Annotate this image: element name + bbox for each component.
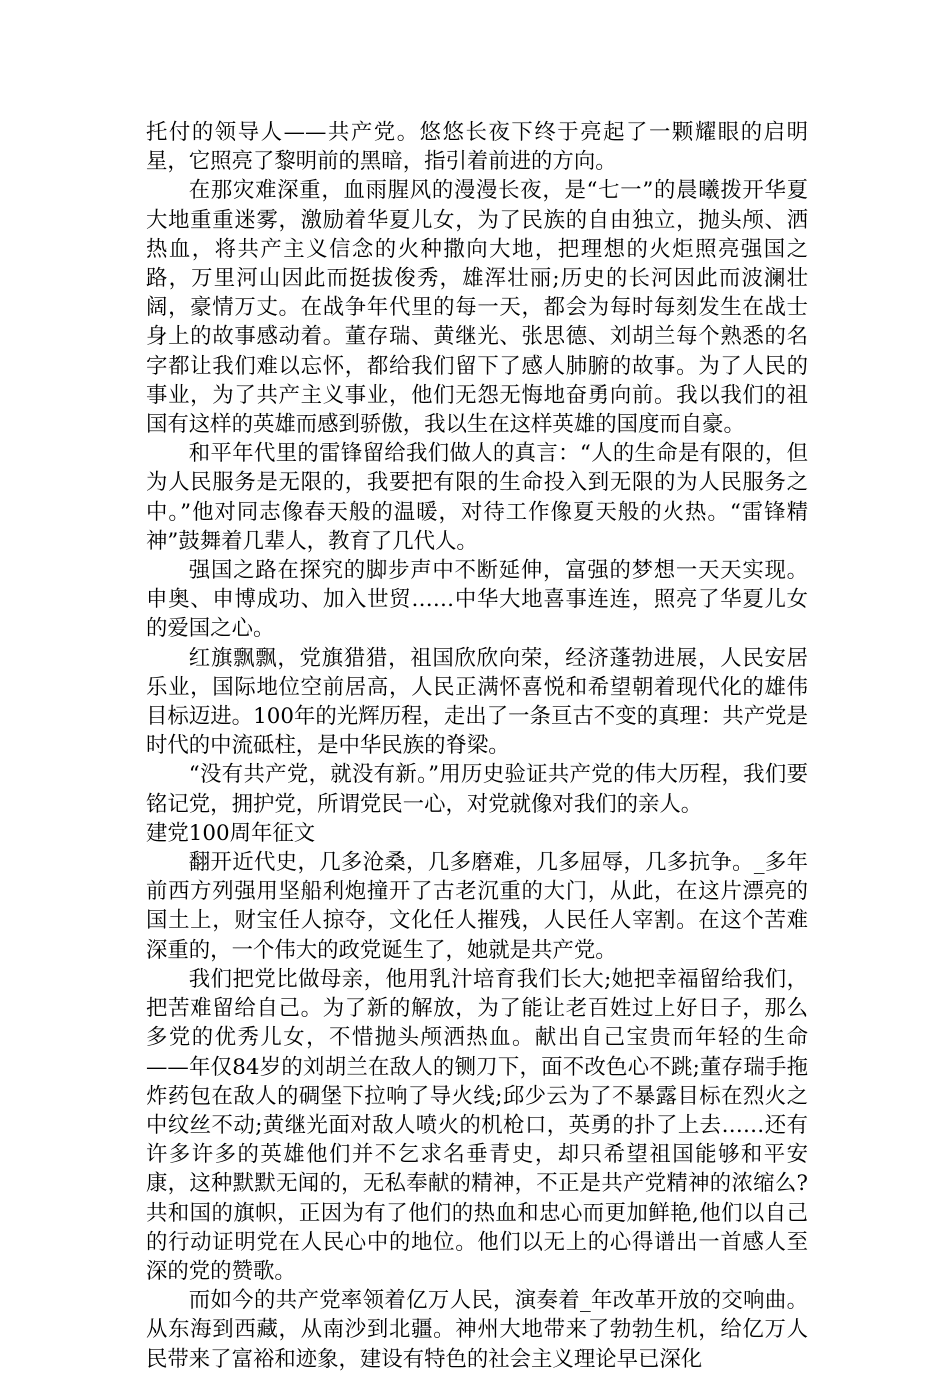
paragraph: “没有共产党，就没有新。”用历史验证共产党的伟大历程，我们要铭记党，拥护党，所谓党民一心，对党就像对我们的亲人。 bbox=[146, 762, 808, 817]
paragraph: 托付的领导人——共产党。悠悠长夜下终于亮起了一颗耀眼的启明星，它照亮了黎明前的黑暗，指引着前进的方向。 bbox=[146, 120, 808, 175]
paragraph: 和平年代里的雷锋留给我们做人的真言：“人的生命是有限的，但为人民服务是无限的，我要把有限的生命投入到无限的为人民服务之中。”他对同志像春天般的温暖，对待工作像夏天般的火热。“雷锋精神”鼓舞着几辈人，教育了几代人。 bbox=[146, 441, 808, 554]
section-heading: 建党100周年征文 bbox=[146, 820, 316, 846]
paragraph: 强国之路在探究的脚步声中不断延伸，富强的梦想一天天实现。申奥、申博成功、加入世贸……中华大地喜事连连，照亮了华夏儿女的爱国之心。 bbox=[146, 558, 808, 642]
paragraph: 红旗飘飘，党旗猎猎，祖国欣欣向荣，经济蓬勃进展，人民安居乐业，国际地位空前居高，人民正满怀喜悦和希望朝着现代化的雄伟目标迈进。100年的光辉历程，走出了一条亘古不变的真理：共产党是时代的中流砥柱，是中华民族的脊梁。 bbox=[146, 645, 808, 759]
paragraph: 在那灾难深重，血雨腥风的漫漫长夜，是“七一”的晨曦拨开华夏大地重重迷雾，激励着华夏儿女，为了民族的自由独立，抛头颅、洒热血，将共产主义信念的火种撒向大地，把理想的火炬照亮强国之路，万里河山因此而挺拔俊秀，雄浑壮丽;历史的长河因此而波澜壮阔，豪情万丈。在战争年代里的每一天，都会为每时每刻发生在战士身上的故事感动着。董存瑞、黄继光、张思德、刘胡兰每个熟悉的名字都让我们难以忘怀，都给我们留下了感人肺腑的故事。为了人民的事业，为了共产主义事业，他们无怨无悔地奋勇向前。我以我们的祖国有这样的英雄而感到骄傲，我以生在这样英雄的国度而自豪。 bbox=[146, 178, 808, 438]
document-page bbox=[146, 118, 808, 1374]
paragraph: 我们把党比做母亲，他用乳汁培育我们长大;她把幸福留给我们，把苦难留给自己。为了新的解放，为了能让老百姓过上好日子，那么多党的优秀儿女，不惜抛头颅洒热血。献出自己宝贵而年轻的生命——年仅84岁的刘胡兰在敌人的铡刀下，面不改色心不跳;董存瑞手拖炸药包在敌人的碉堡下拉响了导火线;邱少云为了不暴露目标在烈火之中纹丝不动;黄继光面对敌人喷火的机枪口，英勇的扑了上去……还有许多许多的英雄他们并不乞求名垂青史，却只希望祖国能够和平安康，这种默默无闻的，无私奉献的精神，不正是共产党精神的浓缩么?共和国的旗帜，正因为有了他们的热血和忠心而更加鲜艳,他们以自己的行动证明党在人民心中的地位。他们以无上的心得谱出一首感人至深的党的赞歌。 bbox=[146, 966, 808, 1284]
paragraph: 而如今的共产党率领着亿万人民，演奏着_年改革开放的交响曲。从东海到西藏，从南沙到北疆。神州大地带来了勃勃生机，给亿万人民带来了富裕和迹象，建设有特色的社会主义理论早已深化 bbox=[146, 1288, 808, 1372]
paragraph: 翻开近代史，几多沧桑，几多磨难，几多屈辱，几多抗争。_多年前西方列强用坚船利炮撞开了古老沉重的大门，从此，在这片漂亮的国土上，财宝任人掠夺，文化任人摧残，人民任人宰割。在这个苦难深重的，一个伟大的政党诞生了，她就是共产党。 bbox=[146, 850, 808, 963]
